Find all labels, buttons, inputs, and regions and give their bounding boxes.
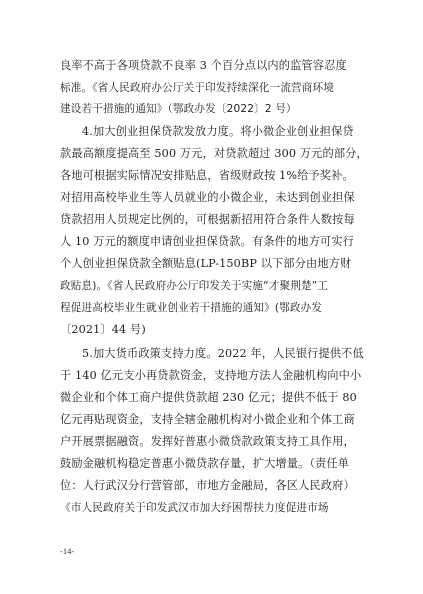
text-line: 鼓励金融机构稳定普惠小微贷款存量，扩大增量。（责任单 (60, 457, 350, 470)
text-line: 标准。《省人民政府办公厅关于印发持续深化一流营商环境 (60, 82, 335, 94)
text-line: 程促进高校毕业生就业创业若干措施的通知》(鄂政办发 (60, 302, 323, 314)
text-line: 款最高额度提高至 500 万元，对贷款超过 300 万元的部分， (60, 147, 368, 160)
text-line: 个人创业担保贷款全额贴息(LP-150BP 以下部分由地方财 (60, 257, 352, 270)
paragraph-4-start: 4.加大创业担保贷款发放力度。将小微企业创业担保贷 (82, 125, 354, 138)
text-line: 各地可根据实际情况安排贴息，省级财政按 1%给予奖补。 (60, 169, 354, 182)
text-line: 贷款招用人员规定比例的，可根据新招用符合条件人数按每 (60, 213, 355, 226)
text-line: 政贴息)。《省人民政府办公厅印发关于实施“才聚荆楚”工 (60, 280, 329, 292)
paragraph-5-start: 5.加大货币政策支持力度。2022 年，人民银行提供不低 (82, 347, 364, 360)
text-line: 良率不高于各项贷款不良率 3 个百分点以内的监管容忍度 (60, 59, 347, 72)
text-line: 建设若干措施的通知》（鄂政办发〔2022〕2 号） (60, 103, 297, 115)
text-line: 《市人民政府关于印发武汉市加大纾困帮扶力度促进市场 (60, 502, 329, 514)
text-line: 〔2021〕44 号) (60, 323, 146, 336)
text-line: 户开展票据融资。发挥好普惠小微贷款政策支持工具作用， (60, 435, 355, 448)
text-line: 对招用高校毕业生等人员就业的小微企业，未达到创业担保 (60, 191, 355, 204)
text-line: 亿元再贴现资金，支持全辖金融机构对小微企业和个体工商 (60, 413, 355, 426)
text-line: 于 140 亿元支小再贷款资金，支持地方法人金融机构向中小 (60, 369, 362, 382)
text-line: 人 10 万元的额度申请创业担保贷款。有条件的地方可实行 (60, 235, 355, 248)
text-line: 微企业和个体工商户提供贷款超 230 亿元；提供不低于 80 (60, 391, 357, 404)
page-number: -14- (60, 546, 75, 556)
text-line: 位：人行武汉分行营管部，市地方金融局，各区人民政府） (60, 479, 355, 492)
